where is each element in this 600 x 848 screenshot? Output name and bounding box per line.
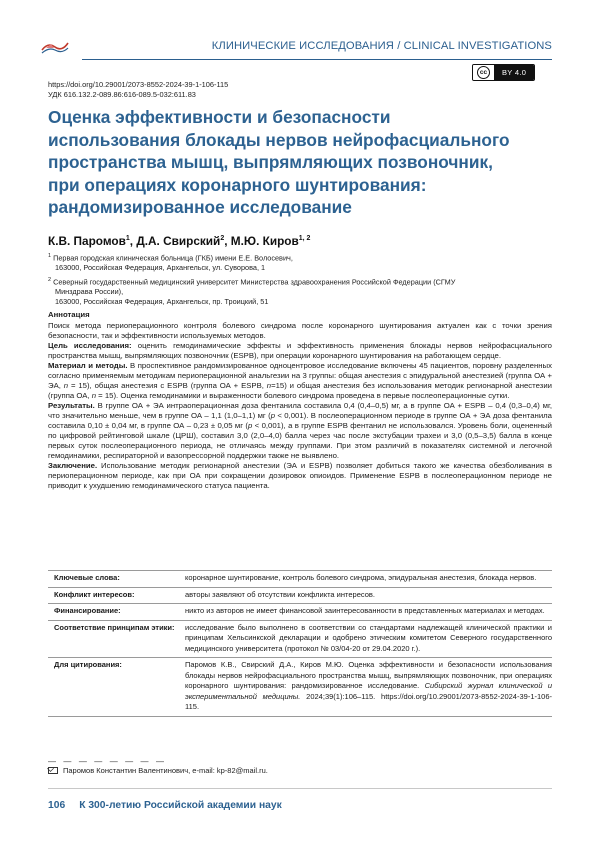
- info-label: Финансирование:: [54, 606, 121, 615]
- author-name: Д.А. Свирский: [136, 234, 221, 248]
- license-badge[interactable]: [472, 64, 535, 81]
- footer-rule: [48, 788, 552, 789]
- license-label: BY 4.0: [494, 65, 534, 80]
- udk-code: УДК 616.132.2-089.86:616-089.5-032:611.83: [48, 90, 196, 99]
- info-value: никто из авторов не имеет финансовой заинтересованности в представленных материалах и методах.: [185, 606, 545, 615]
- info-row-keywords: [48, 570, 552, 587]
- correspondence-note: Паромов Константин Валентинович, e-mail: kp-82@mail.ru.: [48, 766, 268, 775]
- info-value: авторы заявляют об отсутствии конфликта интересов.: [185, 589, 375, 599]
- article-title: Оценка эффективности и безопасности использования блокады нервов нейрофасциального пространства мышц, выпрямляющих позвоночник, при операциях коронарного шунтирования: рандомизированное исследование: [48, 107, 510, 217]
- info-label: Ключевые слова:: [54, 573, 120, 582]
- author-name: К.В. Паромов: [48, 234, 126, 248]
- abstract: [48, 310, 552, 491]
- info-label: Для цитирования:: [54, 660, 122, 669]
- affiliation-1: $^1$ Первая городская клиническая больница (ГКБ) имени Е.Е. Волосевич, 163000, Российская Федерация, Архангельск, ул. Суворова, 1: [48, 253, 293, 273]
- affiliation-2: $^2$ Северный государственный медицинский университет Министерства здравоохранения Российской Федерации (СГМУ Минздрава России), 163000, Российская Федерация, Архангельск, пр. Троицкий, 51: [48, 277, 456, 306]
- abstract-heading: Аннотация: [48, 310, 90, 319]
- info-value: коронарное шунтирование, контроль болевого синдрома, эпидуральная анестезия, блокада нервов.: [185, 573, 537, 582]
- author-list: К.В. Паромов$^1$, Д.А. Свирский$^2$, М.Ю. Киров$^{1, 2}$: [48, 234, 311, 248]
- envelope-icon: [48, 767, 58, 774]
- info-row-conflict: [48, 587, 552, 604]
- doi-link[interactable]: https://doi.org/10.29001/2073-8552-2024-39-1-106-115: [48, 80, 229, 89]
- info-value: Паромов К.В., Свирский Д.А., Киров М.Ю. Оценка эффективности и безопасности использования блокады нервов нейрофасциального пространства мышц, выпрямляющих позвоночник, при операциях коронарного шунтирования: рандомизированное исследование. Сибирский журнал клинической и экспериментальной медицины. 2024;39(1):106–115. https://doi.org/10.29001/2073-8552-2024-39-1-106-115.: [185, 660, 553, 711]
- info-row-funding: [48, 603, 552, 620]
- section-header: КЛИНИЧЕСКИЕ ИССЛЕДОВАНИЯ / CLINICAL INVESTIGATIONS: [211, 40, 552, 52]
- info-row-citation: [48, 657, 552, 717]
- author-name: М.Ю. Киров: [230, 234, 299, 248]
- info-value: исследование было выполнено в соответствии со стандартами надлежащей клинической практики и принципам Хельсинкской декларации и одобрено этическим комитетом Северного государственного медицинского университета (протокол № 03/04-20 от 29.04.2020 г.).: [185, 622, 552, 653]
- footer-text: К 300-летию Российской академии наук: [79, 800, 282, 811]
- cc-icon: cc: [473, 65, 494, 80]
- journal-logo-icon: [40, 38, 70, 56]
- abstract-methods: Материал и методы. В проспективное рандомизированное одноцентровое исследование включены 45 пациентов, поровну разделенных согласно применяемым методикам периоперационной анальгезии на 3 группы: общая анестезия с эпидуральной анестезией (группа ОА + ЭА, n = 15), общая анестезия с ESPB (группа ОА + ESPB, n=15) и общая анестезия без использования методик регионарной анестезии (группа ОА, n = 15). Оценка гемодинамики и выраженности болевого синдрома проведена в первые послеоперационные сутки.: [48, 360, 552, 400]
- page-footer: [48, 800, 282, 811]
- info-row-ethics: [48, 620, 552, 658]
- abstract-conclusion: Заключение. Использование методик регионарной анестезии (ЭА и ESPB) позволяет добиться такого же качества обезболивания в периоперационном периоде, как при ОА при сокращении дозировок опиоидов. Применение ESPB в послеоперационном периоде не приводит к ухудшению гемодинамического статуса пациента.: [48, 461, 552, 491]
- page-number: 106: [48, 800, 66, 811]
- info-label: Соответствие принципам этики:: [54, 622, 175, 632]
- info-label: Конфликт интересов:: [54, 589, 135, 599]
- header-rule: [82, 59, 552, 60]
- abstract-results: Результаты. В группе ОА + ЭА интраоперационная доза фентанила составила 0,4 (0,4–0,5) мг, а в группе ОА + ESPB – 0,4 (0,3–0,4) мг, что значительно меньше, чем в группе ОА – 1,1 (1,0–1,1) мг (p < 0,001). В послеоперационном периоде в группе ОА + ЭА доза фентанила составила 0,10 ± 0,04 мг, в группе ОА – 0,23 ± 0,05 мг (p < 0,001), а в группе ESPB фентанил не использовался. Уровень боли, оцененный по цифровой рейтинговой шкале (ЦРШ), составил 3,0 (2,0–4,0) балла через час после экстубации трахеи и 3,0 (0,5–3,5) балла в конце первых суток послеоперационного периода, не отличаясь между группами. При этом различий в показателях системной и легочной гемодинамики, респираторной и вазопрессорной поддержки также не выявлено.: [48, 400, 552, 461]
- footnote-divider: — — — — — — — —: [48, 757, 167, 766]
- article-info-table: [48, 570, 552, 717]
- abstract-intro: Поиск метода периоперационного контроля болевого синдрома после коронарного шунтирования актуален как с точки зрения безопасности, так и эффективности используемых методов.: [48, 320, 552, 340]
- abstract-aim: Цель исследования: оценить гемодинамические эффекты и эффективность применения блокады нервов нейрофасциального пространства мышц, выпрямляющих позвоночник (ESPB), при операции коронарного шунтирования на работающем сердце.: [48, 340, 552, 360]
